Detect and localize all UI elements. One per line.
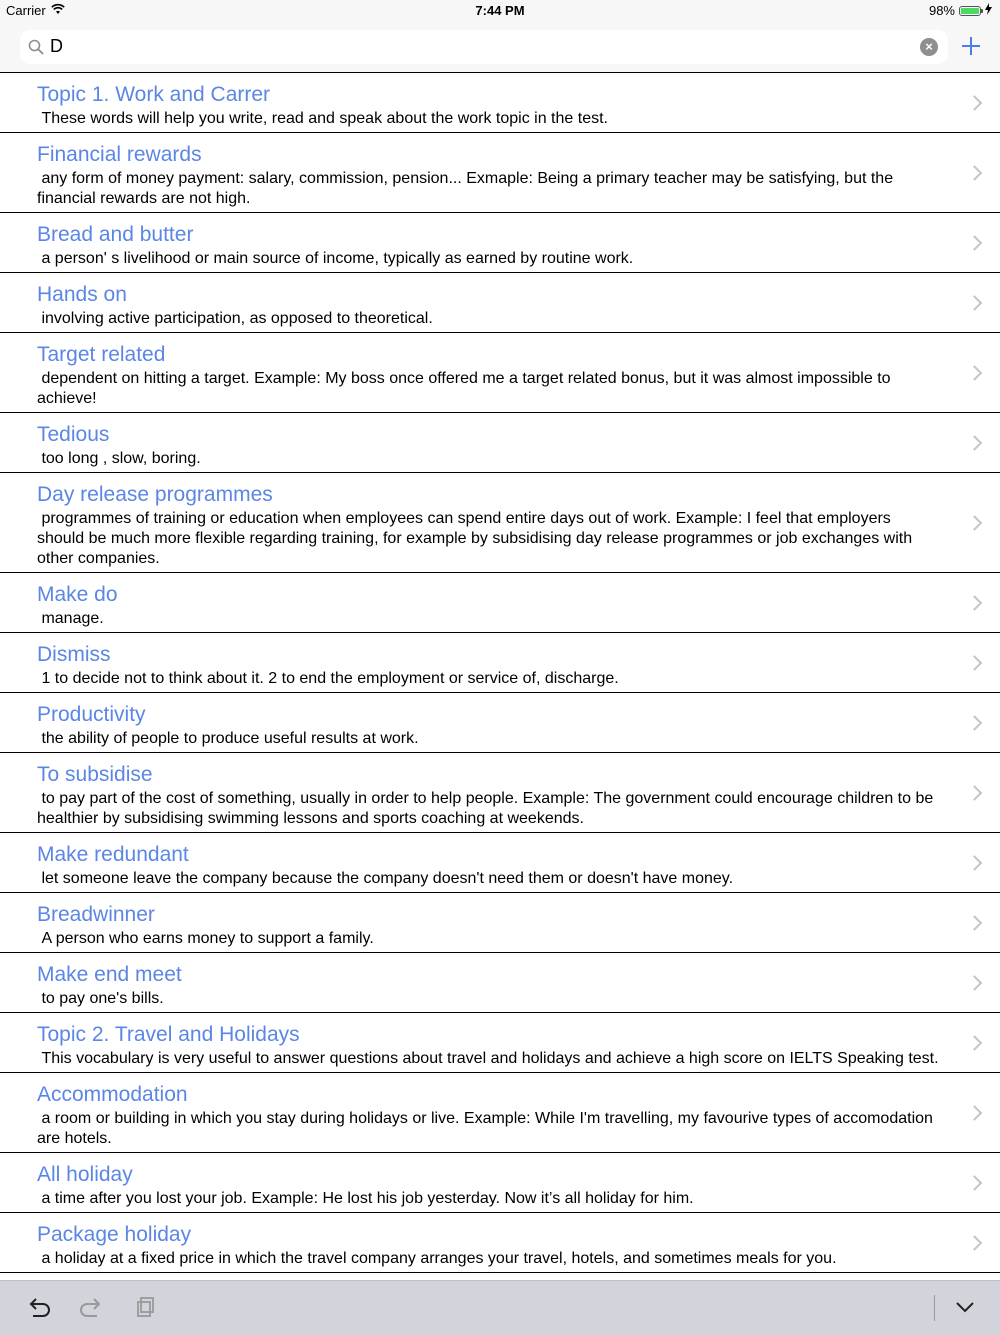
chevron-right-icon bbox=[967, 715, 983, 731]
item-title: Make redundant bbox=[37, 843, 189, 866]
item-description: a person' s livelihood or main source of income, typically as earned by routine work. bbox=[37, 250, 634, 267]
toolbar-divider bbox=[934, 1295, 935, 1321]
item-description: involving active participation, as opposed to theoretical. bbox=[37, 310, 433, 327]
undo-icon[interactable] bbox=[26, 1294, 54, 1322]
keyboard-toolbar bbox=[0, 1280, 1000, 1335]
chevron-right-icon bbox=[967, 235, 983, 251]
list-item[interactable] bbox=[0, 573, 1000, 633]
item-title: To subsidise bbox=[37, 763, 153, 786]
item-description: to pay part of the cost of something, usually in order to help people. Example: The government could encourage children to be healthier by subsidising swimming lessons and sports coaching at weekends. bbox=[37, 790, 938, 827]
plus-icon bbox=[961, 36, 981, 56]
item-title: Topic 1. Work and Carrer bbox=[37, 83, 271, 106]
list-item[interactable] bbox=[0, 333, 1000, 413]
item-title: Make do bbox=[37, 583, 118, 606]
item-description: programmes of training or education when employees can spend entire days out of work. Example: I feel that employers should be much more flexible regarding training, for example by subsidising day release programmes or job exchanges with other companies. bbox=[37, 510, 917, 567]
chevron-right-icon bbox=[967, 855, 983, 871]
item-title: Financial rewards bbox=[37, 143, 202, 166]
chevron-right-icon bbox=[967, 515, 983, 531]
list-item[interactable] bbox=[0, 1213, 1000, 1273]
item-title: Day release programmes bbox=[37, 483, 273, 506]
charging-icon bbox=[985, 3, 992, 18]
item-title: Accommodation bbox=[37, 1083, 188, 1106]
status-bar bbox=[0, 0, 1000, 22]
status-time: 7:44 PM bbox=[475, 3, 525, 18]
list-item[interactable] bbox=[0, 1073, 1000, 1153]
list-item[interactable] bbox=[0, 833, 1000, 893]
list-item[interactable] bbox=[0, 753, 1000, 833]
list-item[interactable] bbox=[0, 213, 1000, 273]
list-item[interactable] bbox=[0, 693, 1000, 753]
battery-icon bbox=[959, 6, 981, 16]
vocabulary-list bbox=[0, 72, 1000, 1281]
chevron-right-icon bbox=[967, 365, 983, 381]
item-description: A person who earns money to support a family. bbox=[37, 930, 374, 947]
search-icon bbox=[28, 39, 44, 60]
add-button[interactable] bbox=[958, 30, 984, 62]
item-description: too long , slow, boring. bbox=[37, 450, 201, 467]
search-bar bbox=[0, 22, 1000, 72]
item-description: a holiday at a fixed price in which the travel company arranges your travel, hotels, and sometimes meals for you. bbox=[37, 1250, 837, 1267]
list-item[interactable] bbox=[0, 633, 1000, 693]
item-title: Breadwinner bbox=[37, 903, 155, 926]
chevron-right-icon bbox=[967, 295, 983, 311]
chevron-right-icon bbox=[967, 1105, 983, 1121]
status-right bbox=[929, 3, 992, 18]
chevron-right-icon bbox=[967, 435, 983, 451]
list-item[interactable] bbox=[0, 1153, 1000, 1213]
item-description: a room or building in which you stay during holidays or live. Example: While I'm travelling, my favourive types of accomodation are hotels. bbox=[37, 1110, 938, 1147]
list-item[interactable] bbox=[0, 473, 1000, 573]
item-description: the ability of people to produce useful results at work. bbox=[37, 730, 419, 747]
chevron-right-icon bbox=[967, 655, 983, 671]
chevron-right-icon bbox=[967, 1235, 983, 1251]
item-description: manage. bbox=[37, 610, 104, 627]
item-title: Tedious bbox=[37, 423, 110, 446]
item-title: Topic 2. Travel and Holidays bbox=[37, 1023, 300, 1046]
search-input[interactable] bbox=[20, 30, 948, 64]
chevron-right-icon bbox=[967, 165, 983, 181]
clear-icon[interactable]: × bbox=[920, 38, 938, 56]
item-description: This vocabulary is very useful to answer questions about travel and holidays and achieve a high score on IELTS Speaking test. bbox=[37, 1050, 939, 1067]
item-title: Package holiday bbox=[37, 1223, 192, 1246]
item-description: to pay one's bills. bbox=[37, 990, 164, 1007]
item-title: Hands on bbox=[37, 283, 127, 306]
item-description: a time after you lost your job. Example: He lost his job yesterday. Now it’s all holiday for him. bbox=[37, 1190, 694, 1207]
carrier-label: Carrier bbox=[6, 3, 46, 18]
list-item[interactable] bbox=[0, 953, 1000, 1013]
chevron-right-icon bbox=[967, 785, 983, 801]
chevron-right-icon bbox=[967, 95, 983, 111]
item-description: These words will help you write, read and speak about the work topic in the test. bbox=[37, 110, 608, 127]
item-title: All holiday bbox=[37, 1163, 133, 1186]
battery-percent: 98% bbox=[928, 3, 955, 18]
chevron-right-icon bbox=[967, 1175, 983, 1191]
item-description: 1 to decide not to think about it. 2 to end the employment or service of, discharge. bbox=[37, 670, 619, 687]
chevron-right-icon bbox=[967, 1035, 983, 1051]
item-title: Dismiss bbox=[37, 643, 111, 666]
list-item[interactable] bbox=[0, 133, 1000, 213]
item-title: Productivity bbox=[37, 703, 146, 726]
list-item[interactable] bbox=[0, 1013, 1000, 1073]
dismiss-keyboard-icon[interactable] bbox=[952, 1294, 980, 1322]
paste-icon[interactable] bbox=[131, 1294, 159, 1322]
item-description: dependent on hitting a target. Example: My boss once offered me a target related bonus, but it was almost impossible to achieve! bbox=[37, 370, 895, 407]
list-item[interactable] bbox=[0, 413, 1000, 473]
item-description: any form of money payment: salary, commission, pension... Exmaple: Being a primary teacher may be satisfying, but the financial rewards are not high. bbox=[37, 170, 898, 207]
redo-icon[interactable] bbox=[78, 1294, 106, 1322]
battery-fill bbox=[961, 8, 979, 14]
list-item[interactable] bbox=[0, 73, 1000, 133]
list-item[interactable] bbox=[0, 893, 1000, 953]
list-item[interactable] bbox=[0, 273, 1000, 333]
item-title: Make end meet bbox=[37, 963, 182, 986]
item-title: Bread and butter bbox=[37, 223, 194, 246]
chevron-right-icon bbox=[967, 975, 983, 991]
search-value: D bbox=[50, 36, 63, 56]
item-description: let someone leave the company because the company doesn't need them or doesn't have money. bbox=[37, 870, 734, 887]
chevron-right-icon bbox=[967, 595, 983, 611]
item-title: Target related bbox=[37, 343, 166, 366]
chevron-right-icon bbox=[967, 915, 983, 931]
